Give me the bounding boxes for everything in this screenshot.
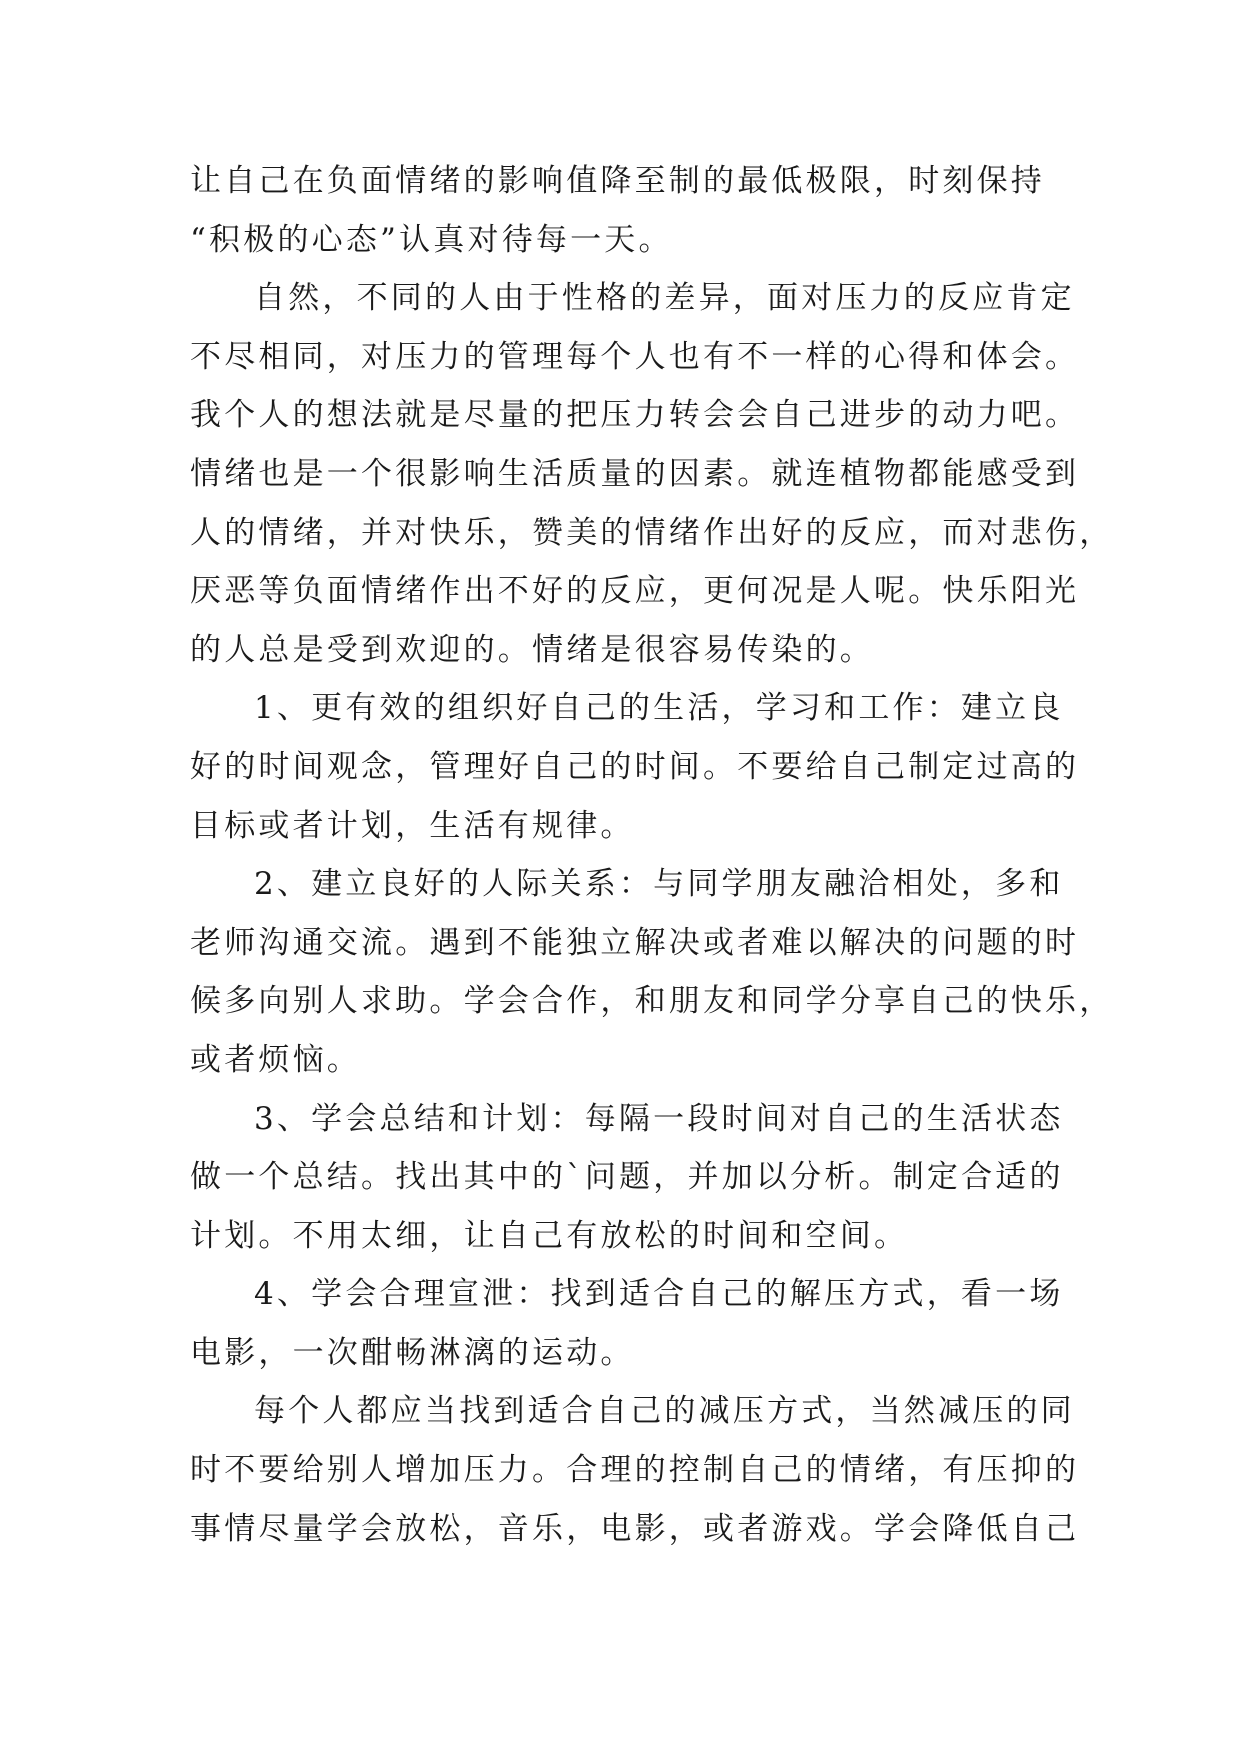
list-item-1-start-line: 1、更有效的组织好自己的生活，学习和工作：建立良 [254,690,1064,727]
text-line: 做一个总结。找出其中的`问题，并加以分析。制定合适的 [190,1159,1064,1196]
text-line: 让自己在负面情绪的影响值降至制的最低极限，时刻保持 [190,163,1045,199]
text-line: 时不要给别人增加压力。合理的控制自己的情绪，有压抑的 [190,1452,1080,1489]
text-line: 事情尽量学会放松，音乐，电影，或者游戏。学会降低自己 [190,1510,1080,1547]
list-item-4-start-line: 4、学会合理宣泄：找到适合自己的解压方式，看一场 [254,1276,1064,1313]
text-line: 好的时间观念，管理好自己的时间。不要给自己制定过高的 [190,748,1080,785]
text-line: 目标或者计划，生活有规律。 [190,807,635,844]
text-line: 计划。不用太细，让自己有放松的时间和空间。 [190,1217,909,1254]
paragraph-start-line: 每个人都应当找到适合自己的减压方式，当然减压的同 [254,1393,1075,1430]
text-line: 或者烦恼。 [190,1041,361,1078]
list-item-2-start-line: 2、建立良好的人际关系：与同学朋友融洽相处，多和 [254,866,1064,903]
text-line: 的人总是受到欢迎的。情绪是很容易传染的。 [190,631,874,668]
text-line: 人的情绪，并对快乐，赞美的情绪作出好的反应，而对悲伤， [190,514,1114,551]
text-line: 我个人的想法就是尽量的把压力转会会自己进步的动力吧。 [190,397,1080,434]
text-line: “积极的心态”认真对待每一天。 [190,221,673,258]
text-line: 老师沟通交流。遇到不能独立解决或者难以解决的问题的时 [190,924,1080,961]
text-line: 电影，一次酣畅淋漓的运动。 [190,1334,635,1371]
text-line: 情绪也是一个很影响生活质量的因素。就连植物都能感受到 [190,455,1080,492]
text-line: 候多向别人求助。学会合作，和朋友和同学分享自己的快乐， [190,983,1114,1020]
list-item-3-start-line: 3、学会总结和计划：每隔一段时间对自己的生活状态 [254,1100,1064,1137]
document-body [190,152,1114,1558]
text-line: 厌恶等负面情绪作出不好的反应，更何况是人呢。快乐阳光 [190,573,1080,610]
paragraph-start-line: 自然，不同的人由于性格的差异，面对压力的反应肯定 [254,280,1075,317]
text-line: 不尽相同，对压力的管理每个人也有不一样的心得和体会。 [190,338,1080,375]
